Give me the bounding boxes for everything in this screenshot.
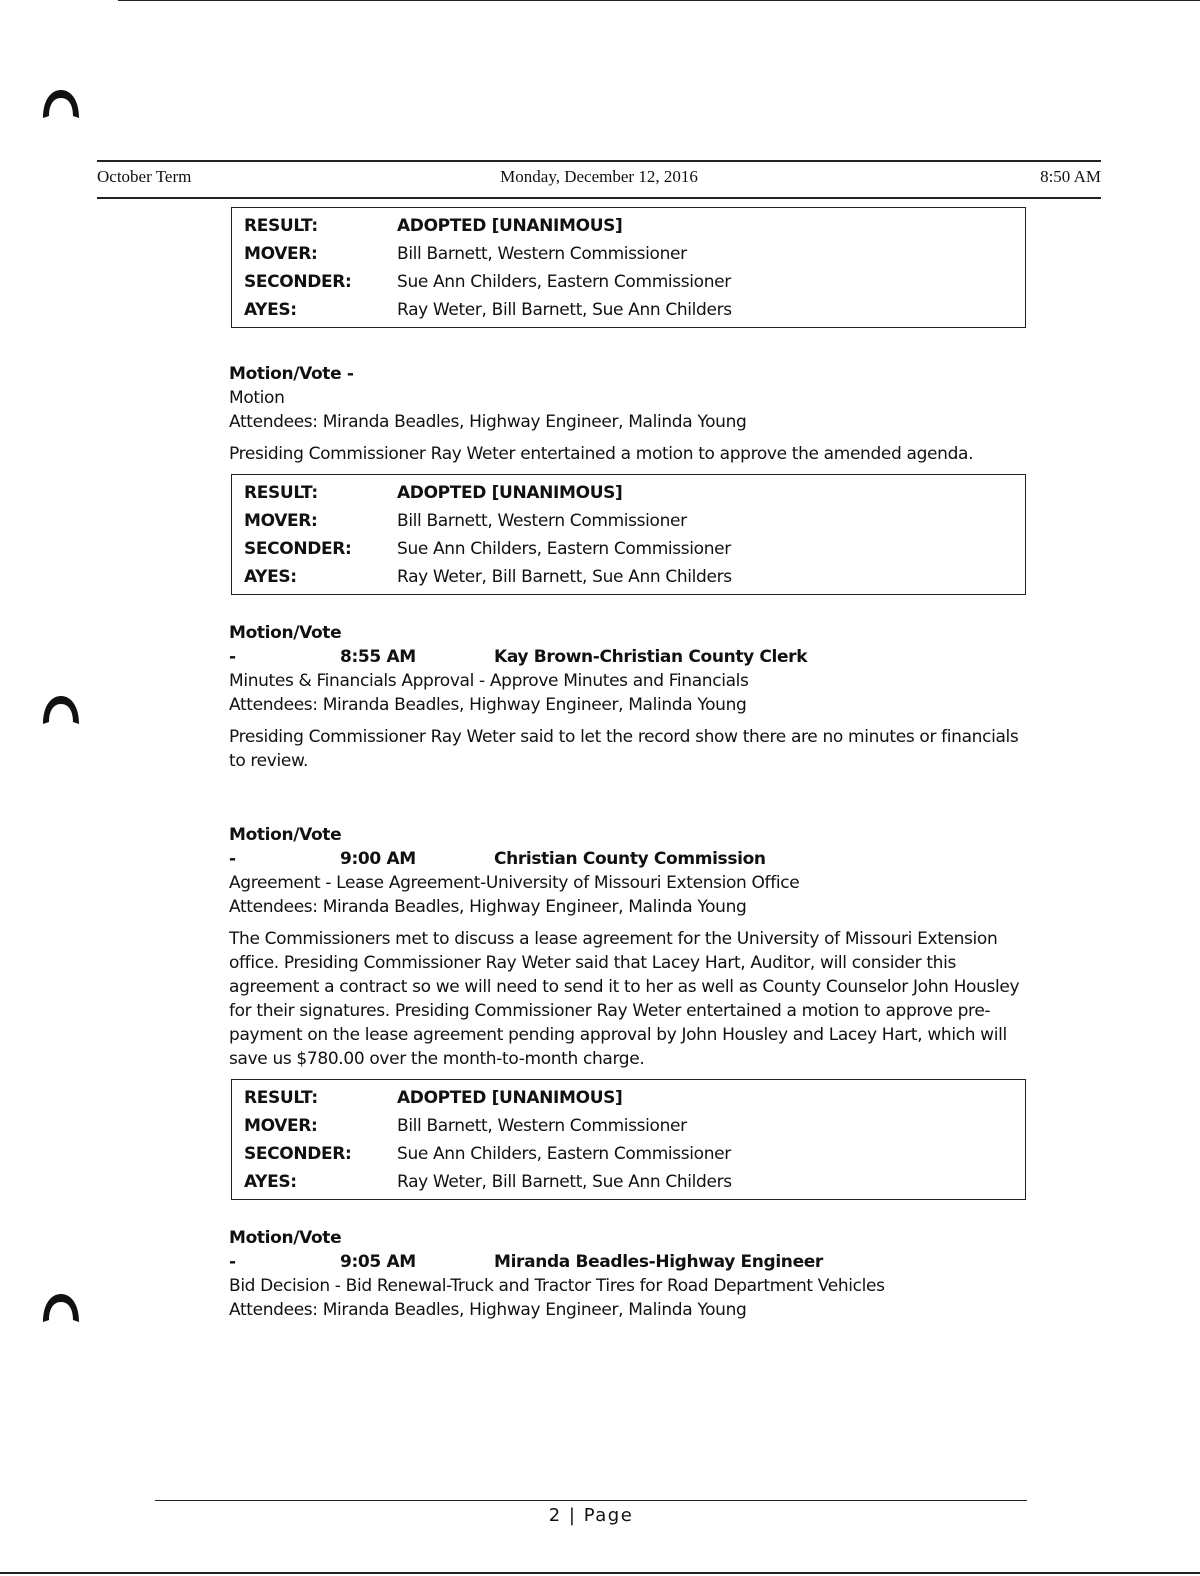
page-footer — [155, 1500, 1027, 1526]
page-number-label: | Page — [568, 1505, 634, 1526]
vote-row-mover — [244, 507, 1025, 535]
vote-label-result: RESULT: — [244, 216, 318, 236]
vote-label-ayes: AYES: — [244, 567, 297, 587]
item-presenter: Kay Brown-Christian County Clerk — [494, 647, 808, 667]
item-heading — [229, 621, 1029, 669]
vote-value-seconder: Sue Ann Childers, Eastern Commissioner — [397, 539, 731, 559]
vote-result-box — [231, 1079, 1026, 1200]
agenda-item — [229, 1226, 1029, 1322]
vote-value-ayes: Ray Weter, Bill Barnett, Sue Ann Childers — [397, 567, 732, 587]
agenda-item — [229, 362, 1029, 595]
minutes-content — [229, 207, 1029, 1322]
vote-row-mover — [244, 240, 1025, 268]
vote-label-ayes: AYES: — [244, 300, 297, 320]
item-time: 8:55 AM — [340, 647, 416, 667]
item-time: 9:05 AM — [340, 1252, 416, 1272]
agenda-item — [229, 823, 1029, 1200]
vote-label-seconder: SECONDER: — [244, 272, 352, 292]
vote-result-box — [231, 474, 1026, 595]
footer-rule — [155, 1500, 1027, 1501]
vote-row-result — [244, 479, 1025, 507]
vote-label-ayes: AYES: — [244, 1172, 297, 1192]
header-term: October Term — [97, 167, 192, 186]
item-attendees: Attendees: Miranda Beadles, Highway Engineer, Malinda Young — [229, 1300, 747, 1320]
vote-row-ayes — [244, 563, 1025, 591]
vote-value-result: ADOPTED [UNANIMOUS] — [397, 1088, 623, 1108]
vote-value-mover: Bill Barnett, Western Commissioner — [397, 1116, 687, 1136]
vote-row-seconder — [244, 535, 1025, 563]
vote-label-result: RESULT: — [244, 483, 318, 503]
binder-punch-hole-icon — [40, 1290, 82, 1324]
binder-punch-hole-icon — [40, 692, 82, 726]
item-attendees: Attendees: Miranda Beadles, Highway Engineer, Malinda Young — [229, 897, 747, 917]
item-subject: Minutes & Financials Approval - Approve Minutes and Financials — [229, 671, 749, 691]
vote-value-result: ADOPTED [UNANIMOUS] — [397, 216, 623, 236]
header-rule-top — [97, 160, 1101, 162]
header-rule-bottom — [97, 197, 1101, 199]
vote-row-ayes — [244, 1168, 1025, 1196]
item-heading — [229, 823, 1029, 871]
item-presenter: Christian County Commission — [494, 849, 766, 869]
vote-value-ayes: Ray Weter, Bill Barnett, Sue Ann Childers — [397, 1172, 732, 1192]
header-date: Monday, December 12, 2016 — [500, 167, 698, 186]
item-heading — [229, 1226, 1029, 1274]
agenda-item — [229, 621, 1029, 773]
item-time: 9:00 AM — [340, 849, 416, 869]
vote-value-ayes: Ray Weter, Bill Barnett, Sue Ann Childers — [397, 300, 732, 320]
vote-label-seconder: SECONDER: — [244, 1144, 352, 1164]
item-body: Presiding Commissioner Ray Weter said to let the record show there are no minutes or financials to review. — [229, 727, 1019, 771]
vote-value-mover: Bill Barnett, Western Commissioner — [397, 511, 687, 531]
page-header — [97, 160, 1101, 200]
vote-row-seconder — [244, 268, 1025, 296]
item-subject: Motion — [229, 388, 285, 408]
item-presenter: Miranda Beadles-Highway Engineer — [494, 1252, 823, 1272]
page-number — [155, 1505, 1027, 1526]
vote-row-mover — [244, 1112, 1025, 1140]
vote-row-ayes — [244, 296, 1025, 324]
item-type: Motion/Vote - — [229, 364, 354, 384]
vote-label-mover: MOVER: — [244, 511, 318, 531]
page-number-value: 2 — [548, 1505, 562, 1526]
vote-label-seconder: SECONDER: — [244, 539, 352, 559]
header-time: 8:50 AM — [1040, 167, 1101, 186]
scan-edge-top — [118, 0, 1200, 1]
vote-label-mover: MOVER: — [244, 1116, 318, 1136]
item-attendees: Attendees: Miranda Beadles, Highway Engineer, Malinda Young — [229, 695, 747, 715]
scan-edge-bottom — [0, 1572, 1200, 1574]
item-body: The Commissioners met to discuss a lease agreement for the University of Missouri Extension office. Presiding Commissioner Ray Weter said that Lacey Hart, Auditor, will consider this agreement a contract so we will need to send it to her as well as County Counselor John Housley for their signatures. Presiding Commissioner Ray Weter entertained a motion to approve pre-payment on the lease agreement pending approval by John Housley and Lacey Hart, which will save us $780.00 over the month-to-month charge. — [229, 929, 1020, 1069]
item-heading — [229, 362, 1029, 386]
binder-punch-hole-icon — [40, 86, 82, 120]
item-type: Motion/Vote - — [229, 1228, 342, 1272]
vote-value-seconder: Sue Ann Childers, Eastern Commissioner — [397, 1144, 731, 1164]
item-attendees: Attendees: Miranda Beadles, Highway Engineer, Malinda Young — [229, 412, 747, 432]
vote-row-seconder — [244, 1140, 1025, 1168]
vote-value-result: ADOPTED [UNANIMOUS] — [397, 483, 623, 503]
item-subject: Bid Decision - Bid Renewal-Truck and Tractor Tires for Road Department Vehicles — [229, 1276, 885, 1296]
item-subject: Agreement - Lease Agreement-University of Missouri Extension Office — [229, 873, 800, 893]
vote-row-result — [244, 212, 1025, 240]
item-body: Presiding Commissioner Ray Weter entertained a motion to approve the amended agenda. — [229, 444, 974, 464]
vote-row-result — [244, 1084, 1025, 1112]
vote-value-mover: Bill Barnett, Western Commissioner — [397, 244, 687, 264]
item-type: Motion/Vote - — [229, 825, 342, 869]
vote-value-seconder: Sue Ann Childers, Eastern Commissioner — [397, 272, 731, 292]
vote-label-result: RESULT: — [244, 1088, 318, 1108]
item-type: Motion/Vote - — [229, 623, 342, 667]
vote-label-mover: MOVER: — [244, 244, 318, 264]
vote-result-box — [231, 207, 1026, 328]
